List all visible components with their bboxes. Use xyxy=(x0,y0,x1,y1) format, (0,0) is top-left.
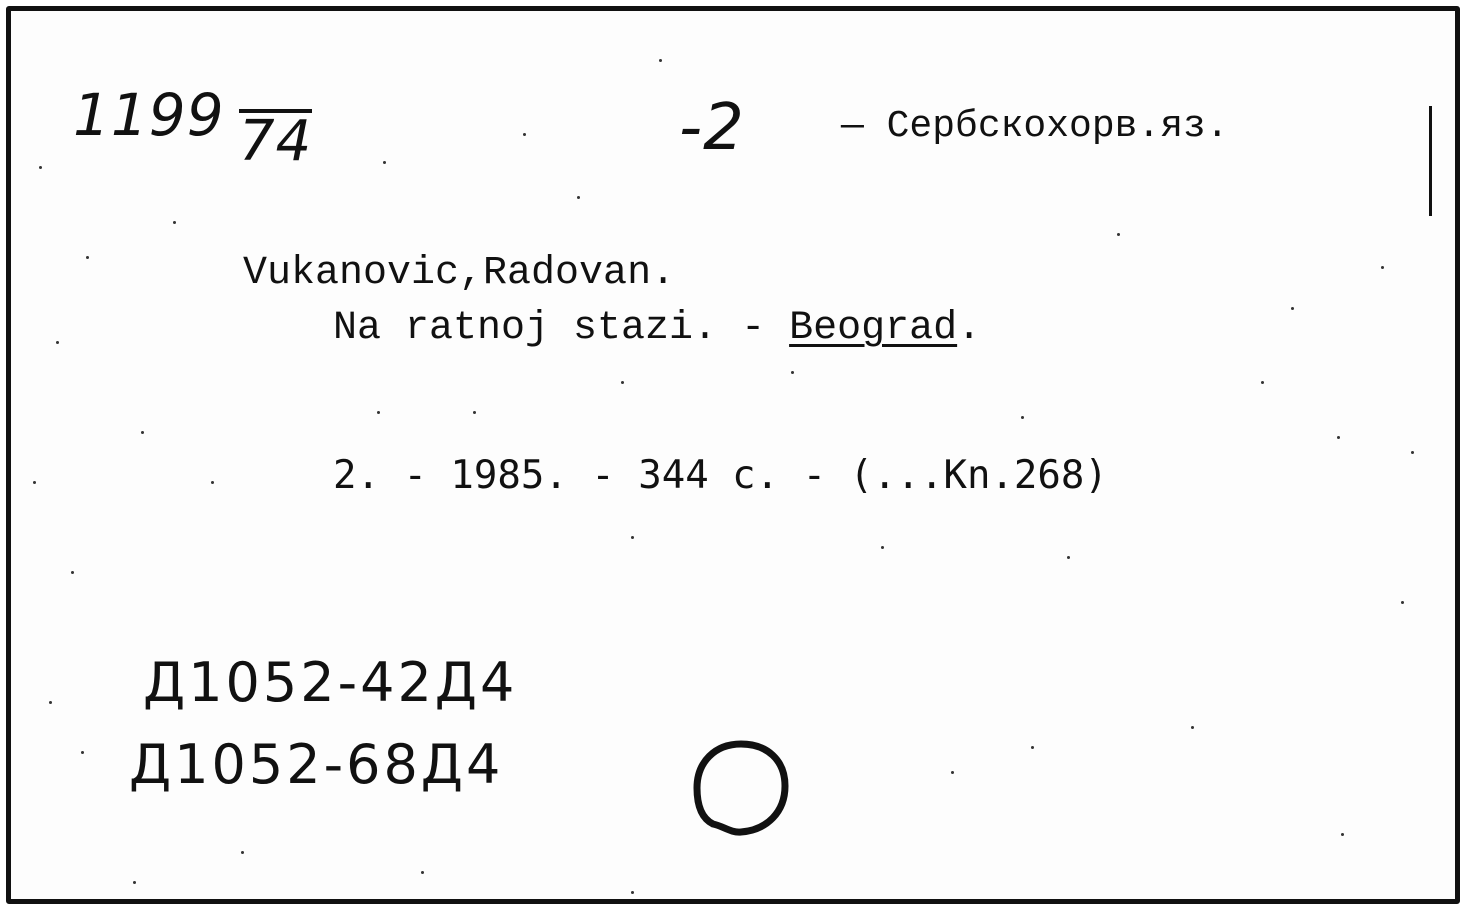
speck xyxy=(881,546,884,549)
speck xyxy=(141,431,144,434)
language-note: — Сербскохорв.яз. xyxy=(841,105,1229,148)
speck xyxy=(133,881,136,884)
speck xyxy=(631,891,634,894)
volume-mark: -2 xyxy=(679,91,745,165)
catalog-card xyxy=(6,6,1460,904)
edge-mark xyxy=(1429,106,1432,216)
speck xyxy=(56,341,59,344)
title-line xyxy=(333,306,982,351)
speck xyxy=(1337,436,1340,439)
speck xyxy=(39,166,42,169)
circle-mark-icon xyxy=(691,738,791,838)
speck xyxy=(421,871,424,874)
speck xyxy=(473,411,476,414)
speck xyxy=(1381,266,1384,269)
speck xyxy=(1021,416,1024,419)
speck xyxy=(33,481,36,484)
speck xyxy=(1117,233,1120,236)
speck xyxy=(577,196,580,199)
edition-line: 2. - 1985. - 344 c. - (...Kn.268) xyxy=(333,453,1108,498)
shelf-mark-1: Д1052-42Д4 xyxy=(143,651,518,714)
author-heading: Vukanovic,Radovan. xyxy=(243,251,676,296)
call-number-sub: 74 xyxy=(239,109,313,174)
speck xyxy=(49,701,52,704)
speck xyxy=(1067,556,1070,559)
speck xyxy=(71,571,74,574)
speck xyxy=(86,256,89,259)
title-text: Na ratnoj stazi. - xyxy=(333,306,766,351)
speck xyxy=(377,411,380,414)
speck xyxy=(631,536,634,539)
speck xyxy=(383,161,386,164)
speck xyxy=(1341,833,1344,836)
speck xyxy=(523,133,526,136)
speck xyxy=(951,771,954,774)
shelf-mark-2: Д1052-68Д4 xyxy=(129,733,504,796)
speck xyxy=(241,851,244,854)
place-suffix: . xyxy=(957,306,982,351)
speck xyxy=(81,751,84,754)
speck xyxy=(1031,746,1034,749)
speck xyxy=(1291,307,1294,310)
speck xyxy=(1261,381,1264,384)
speck xyxy=(173,221,176,224)
call-number: 1199 xyxy=(73,81,225,149)
speck xyxy=(1411,451,1414,454)
place-of-publication: Beograd xyxy=(789,306,958,351)
speck xyxy=(1191,726,1194,729)
speck xyxy=(791,371,794,374)
speck xyxy=(659,59,662,62)
speck xyxy=(211,481,214,484)
speck xyxy=(621,381,624,384)
speck xyxy=(1401,601,1404,604)
